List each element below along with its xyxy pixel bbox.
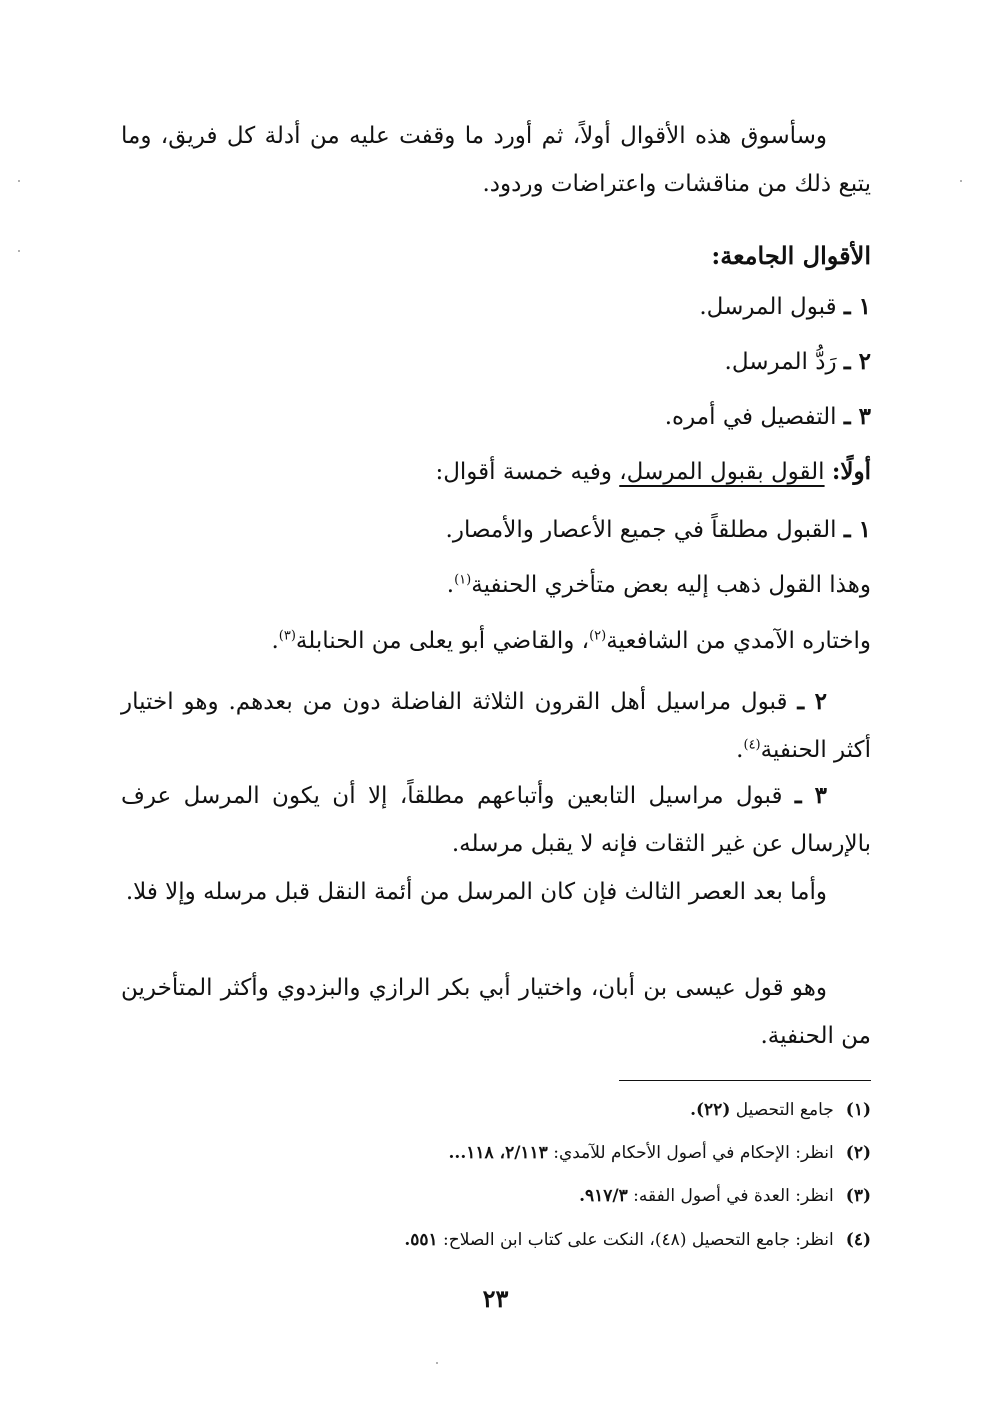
- intro-text: وسأسوق هذه الأقوال أولاً، ثم أورد ما وقفت عليه من أدلة كل فريق، وما يتبع ذلك من مناقشات واعتراضات وردود.: [121, 123, 871, 197]
- footnote-ref: (٢): [589, 628, 607, 644]
- first-section-underlined: القول بقبول المرسل،: [619, 459, 825, 485]
- opinion-item-1: [121, 510, 871, 550]
- first-section-line: [121, 452, 871, 492]
- intro-paragraph: [121, 112, 871, 208]
- footnote-ref: (٣): [278, 628, 296, 644]
- footnote-ref: (٤): [743, 737, 761, 753]
- footnote-item: [121, 1096, 871, 1124]
- footnote-number: (١): [845, 1100, 871, 1120]
- page-number: ٢٣: [482, 1284, 509, 1313]
- paragraph-text-a: واختاره الآمدي من الشافعية: [606, 628, 871, 654]
- opinion-item-text: قبول مراسيل التابعين وأتباعهم مطلقاً، إلا أن يكون المرسل عرف بالإرسال عن غير الثقات فإنه لا يقبل مرسله.: [121, 783, 871, 857]
- scan-speck: [960, 180, 962, 182]
- scan-speck: [436, 1362, 438, 1364]
- summary-item-text: رَدُّ المرسل.: [724, 349, 837, 375]
- paragraph-text-b: ، والقاضي أبو يعلى من الحنابلة: [295, 628, 590, 654]
- summary-item: [121, 287, 871, 327]
- footnote-reference: ٩١٧/٣.: [579, 1186, 628, 1206]
- paragraph-text: وأما بعد العصر الثالث فإن كان المرسل من أئمة النقل قبل مرسله وإلا فلا.: [125, 879, 827, 905]
- opinion-item-text: القبول مطلقاً في جميع الأعصار والأمصار.: [445, 517, 837, 543]
- paragraph-isa-ibn-aban: [121, 964, 871, 1060]
- paragraph-end: .: [446, 572, 455, 598]
- footnote-text: انظر: الإحكام في أصول الأحكام للآمدي:: [553, 1143, 834, 1163]
- paragraph-text: وهو قول عيسى بن أبان، واختيار أبي بكر الرازي والبزدوي وأكثر المتأخرين من الحنفية.: [121, 975, 871, 1049]
- footnote-item: [121, 1182, 871, 1210]
- footnote-reference: (٢٢).: [690, 1100, 731, 1120]
- paragraph-third-era: [121, 868, 871, 916]
- summary-item-number: ٣ ـ: [843, 403, 871, 430]
- footnote-item: [121, 1226, 871, 1254]
- paragraph-end: .: [271, 628, 279, 654]
- footnote-number: (٤): [845, 1230, 871, 1250]
- first-section-label: أولًا:: [831, 458, 871, 485]
- footnote-ref: (١): [454, 572, 472, 588]
- opinion-item-3: [121, 772, 871, 868]
- footnote-reference: ٢/١١٣، ١١٨...: [448, 1143, 548, 1163]
- footnote-separator: [619, 1080, 871, 1081]
- footnote-text: انظر: العدة في أصول الفقه:: [633, 1186, 834, 1206]
- paragraph-amidi: [121, 621, 871, 661]
- summary-item-text: قبول المرسل.: [699, 294, 837, 320]
- footnote-number: (٢): [845, 1143, 871, 1163]
- footnote-reference: ٥٥١.: [404, 1230, 438, 1250]
- summary-item: [121, 397, 871, 437]
- footnote-text: انظر: جامع التحصيل (٤٨)، النكت على كتاب ابن الصلاح:: [443, 1230, 834, 1250]
- section-heading: الأقوال الجامعة:: [711, 241, 871, 270]
- opinion-item-text: قبول مراسيل أهل القرون الثلاثة الفاضلة دون من بعدهم. وهو اختيار أكثر الحنفية: [121, 689, 871, 763]
- scan-speck: [18, 250, 20, 252]
- paragraph-end: .: [736, 737, 744, 763]
- summary-item-text: التفصيل في أمره.: [664, 404, 837, 430]
- scan-speck: [18, 180, 20, 182]
- summary-item-number: ١ ـ: [843, 293, 871, 320]
- footnote-item: [121, 1139, 871, 1167]
- opinion-item-number: ٢ ـ: [797, 688, 828, 715]
- opinion-item-2: [121, 678, 871, 774]
- paragraph-text: وهذا القول ذهب إليه بعض متأخري الحنفية: [471, 572, 871, 598]
- opinion-item-number: ٣ ـ: [794, 782, 828, 809]
- footnote-number: (٣): [845, 1186, 871, 1206]
- paragraph-hanafi: [121, 565, 871, 605]
- summary-item-number: ٢ ـ: [843, 348, 871, 375]
- first-section-rest: وفيه خمسة أقوال:: [435, 459, 612, 485]
- footnote-text: جامع التحصيل: [735, 1100, 834, 1120]
- summary-item: [121, 342, 871, 382]
- opinion-item-number: ١ ـ: [843, 516, 871, 543]
